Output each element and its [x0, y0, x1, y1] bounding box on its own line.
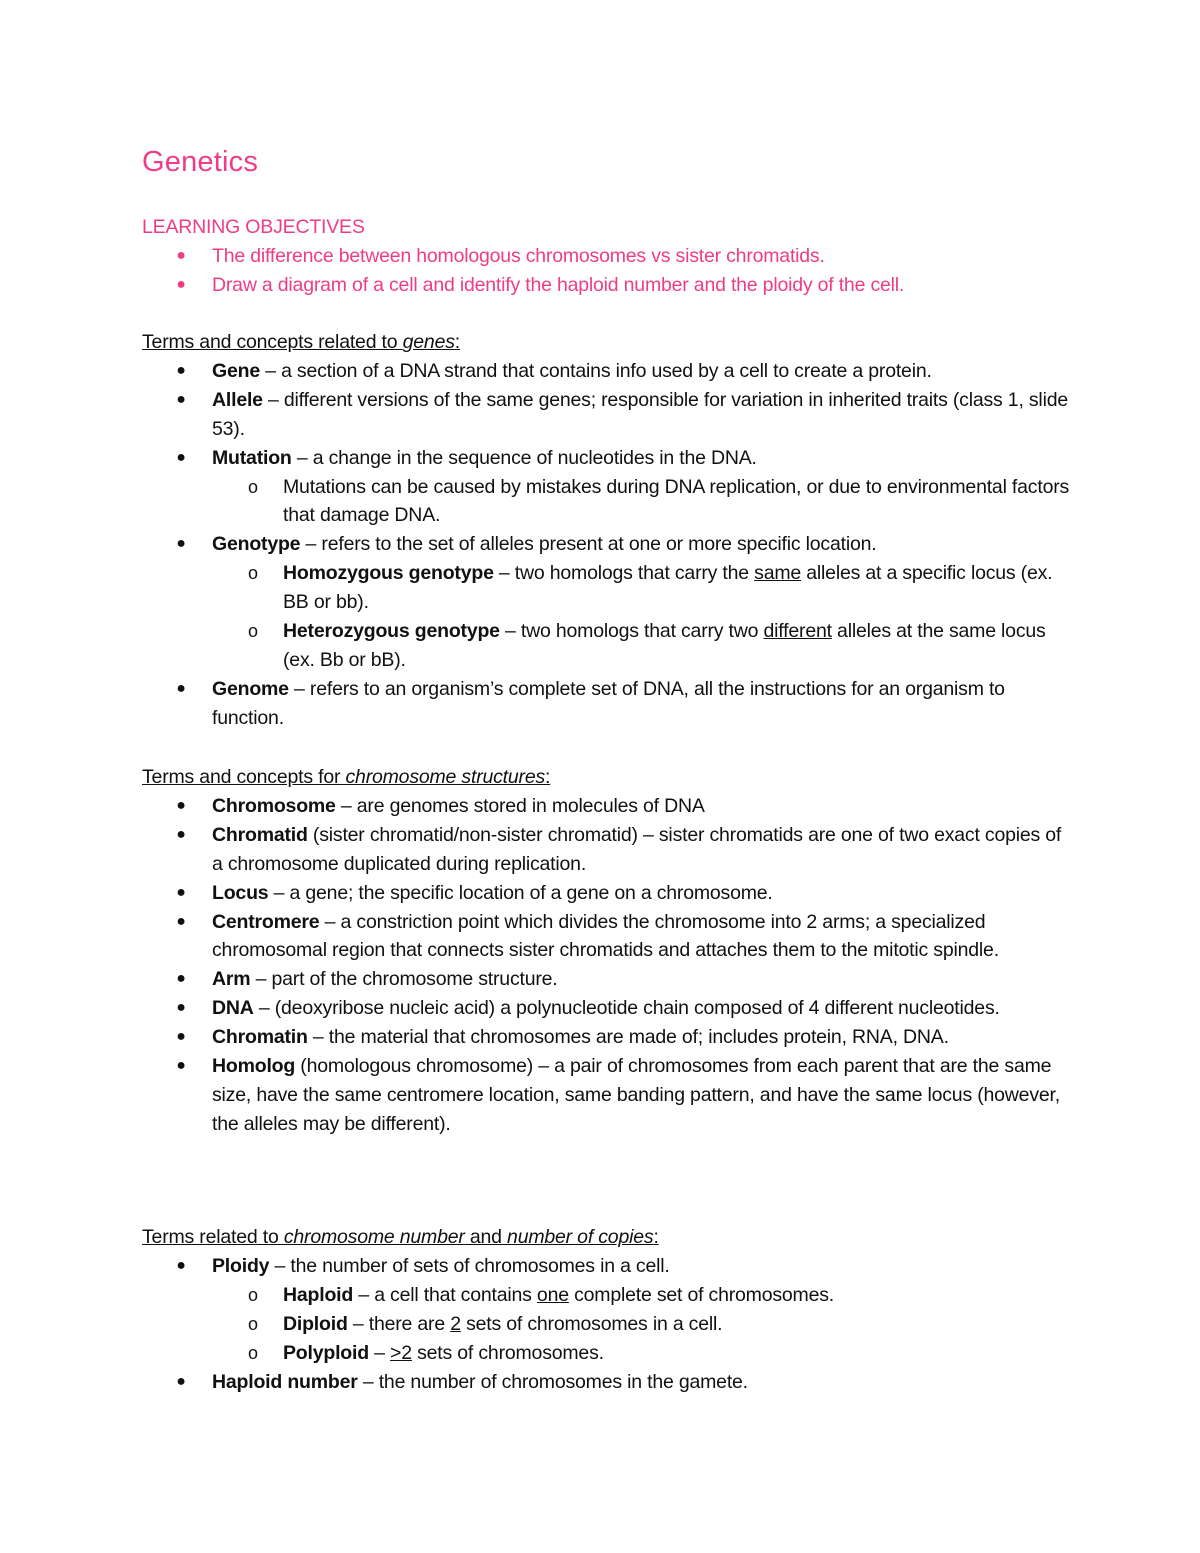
- objectives-heading: LEARNING OBJECTIVES: [142, 216, 365, 238]
- numbers-heading: Terms related to chromosome number and number of copies:: [142, 1226, 659, 1248]
- genes-section: [142, 328, 1072, 733]
- term-label: Arm: [212, 968, 251, 991]
- term-label: Chromatid: [212, 823, 308, 846]
- bullet-icon: ●: [176, 1028, 186, 1046]
- term-label: Locus: [212, 881, 269, 904]
- term-label: Genotype: [212, 533, 301, 556]
- list-item: ● Haploid number – the number of chromosomes in the gamete.: [142, 1368, 1072, 1397]
- objective-item: ● Draw a diagram of a cell and identify the haploid number and the ploidy of the cell.: [142, 271, 1072, 300]
- structures-section: [142, 763, 1072, 1139]
- sub-list-item: o Haploid – a cell that contains one complete set of chromosomes.: [142, 1281, 1072, 1310]
- circle-bullet-icon: o: [248, 621, 258, 642]
- list-item: ● Chromatid (sister chromatid/non-sister chromatid) – sister chromatids are one of two exact copies of a chromosome duplicated during replication.: [142, 821, 1072, 879]
- numbers-section: [142, 1223, 1072, 1396]
- structures-heading: Terms and concepts for chromosome structures:: [142, 766, 551, 788]
- sub-list-item: o Diploid – there are 2 sets of chromosomes in a cell.: [142, 1310, 1072, 1339]
- term-label: Mutation: [212, 446, 292, 469]
- bullet-icon: ●: [176, 796, 186, 814]
- sub-list-item: o Heterozygous genotype – two homologs that carry two different alleles at the same locus (ex. Bb or bB).: [142, 617, 1072, 675]
- bullet-icon: ●: [176, 912, 186, 930]
- term-label: Ploidy: [212, 1254, 270, 1277]
- list-item: ● Centromere – a constriction point which divides the chromosome into 2 arms; a specialized chromosomal region that connects sister chromatids and attaches them to the mitotic spindle.: [142, 908, 1072, 966]
- term-label: Haploid number: [212, 1370, 358, 1393]
- term-label: Gene: [212, 359, 260, 382]
- term-label: Heterozygous genotype: [283, 620, 500, 643]
- term-label: Homozygous genotype: [283, 562, 494, 585]
- term-label: Homolog: [212, 1055, 296, 1078]
- list-item: ● DNA – (deoxyribose nucleic acid) a polynucleotide chain composed of 4 different nucleotides.: [142, 994, 1072, 1023]
- list-item: ● Homolog (homologous chromosome) – a pair of chromosomes from each parent that are the same size, have the same centromere location, same banding pattern, and have the same locus (however, the alleles may be different).: [142, 1052, 1072, 1139]
- term-label: Centromere: [212, 910, 320, 933]
- term-label: Haploid: [283, 1283, 354, 1306]
- sub-list-item: o Mutations can be caused by mistakes during DNA replication, or due to environmental factors that damage DNA.: [142, 473, 1072, 531]
- list-item: ● Locus – a gene; the specific location of a gene on a chromosome.: [142, 879, 1072, 908]
- term-label: Allele: [212, 388, 263, 411]
- circle-bullet-icon: o: [248, 1342, 258, 1363]
- term-label: Chromosome: [212, 794, 336, 817]
- circle-bullet-icon: o: [248, 1313, 258, 1334]
- bullet-icon: ●: [176, 361, 186, 379]
- bullet-icon: ●: [176, 999, 186, 1017]
- sub-list-item: o Homozygous genotype – two homologs that carry the same alleles at a specific locus (ex. BB or bb).: [142, 559, 1072, 617]
- list-item: ● Arm – part of the chromosome structure.: [142, 965, 1072, 994]
- bullet-icon: ●: [176, 679, 186, 697]
- list-item: ● Gene – a section of a DNA strand that contains info used by a cell to create a protein.: [142, 357, 1072, 386]
- list-item: ● Allele – different versions of the same genes; responsible for variation in inherited traits (class 1, slide 53).: [142, 386, 1072, 444]
- bullet-icon: ●: [176, 390, 186, 408]
- objective-item: ● The difference between homologous chromosomes vs sister chromatids.: [142, 242, 1072, 271]
- sub-list-item: o Polyploid – >2 sets of chromosomes.: [142, 1339, 1072, 1368]
- bullet-icon: ●: [176, 1372, 186, 1390]
- circle-bullet-icon: o: [248, 1284, 258, 1305]
- list-item: ● Genome – refers to an organism’s complete set of DNA, all the instructions for an organism to function.: [142, 675, 1072, 733]
- circle-bullet-icon: o: [248, 563, 258, 584]
- bullet-icon: ●: [176, 883, 186, 901]
- page-title: Genetics: [142, 146, 259, 178]
- bullet-icon: ●: [176, 825, 186, 843]
- bullet-icon: ●: [176, 535, 186, 553]
- bullet-icon: ●: [176, 970, 186, 988]
- genes-heading: Terms and concepts related to genes:: [142, 331, 460, 353]
- bullet-icon: ●: [176, 448, 186, 466]
- list-item: ● Chromosome – are genomes stored in molecules of DNA: [142, 792, 1072, 821]
- term-label: DNA: [212, 997, 254, 1020]
- bullet-icon: ●: [176, 1057, 186, 1075]
- bullet-icon: ●: [176, 275, 186, 293]
- list-item: ● Ploidy – the number of sets of chromosomes in a cell.: [142, 1252, 1072, 1281]
- circle-bullet-icon: o: [248, 476, 258, 497]
- objectives-section: [142, 213, 1072, 300]
- list-item: ● Mutation – a change in the sequence of nucleotides in the DNA.: [142, 444, 1072, 473]
- bullet-icon: ●: [176, 246, 186, 264]
- list-item: ● Chromatin – the material that chromosomes are made of; includes protein, RNA, DNA.: [142, 1023, 1072, 1052]
- list-item: ● Genotype – refers to the set of alleles present at one or more specific location.: [142, 530, 1072, 559]
- term-label: Genome: [212, 677, 289, 700]
- term-label: Polyploid: [283, 1341, 369, 1364]
- term-label: Diploid: [283, 1312, 348, 1335]
- term-label: Chromatin: [212, 1026, 308, 1049]
- bullet-icon: ●: [176, 1256, 186, 1274]
